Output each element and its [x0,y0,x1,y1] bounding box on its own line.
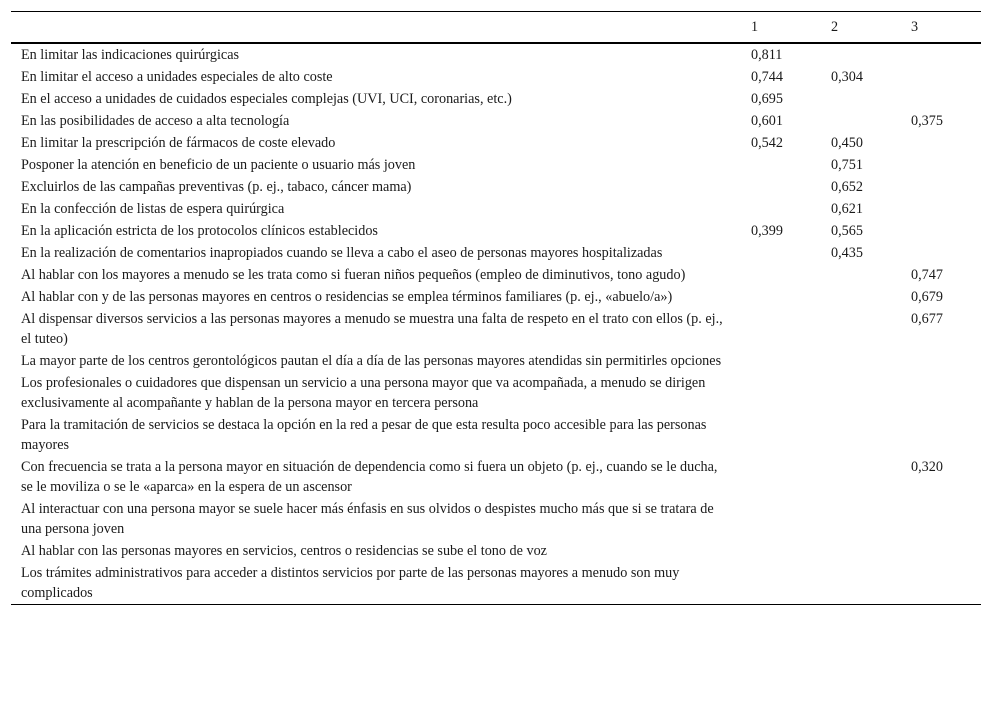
factor-3-loading [901,154,981,176]
table-row [11,286,981,308]
factor-3-loading [901,88,981,110]
factor-2-loading [821,414,901,456]
factor-3-loading: 0,747 [911,267,943,283]
factor-3-loading: 0,679 [911,289,943,305]
factor-3-loading [901,198,981,220]
table-row [11,132,981,154]
factor-1-loading [741,562,821,605]
factor-2-loading [821,110,901,132]
factor-3-loading: 0,677 [911,311,943,327]
factor-1-loading [741,456,821,498]
row-label: En la realización de comentarios inapropiados cuando se lleva a cabo el aseo de personas mayores hospitalizadas [21,245,663,261]
row-label: Excluirlos de las campañas preventivas (p. ej., tabaco, cáncer mama) [21,179,412,195]
table-row [11,176,981,198]
table-row [11,220,981,242]
row-label: Al dispensar diversos servicios a las personas mayores a menudo se muestra una falta de respeto en el trato con ellos (p. ej., el tuteo) [21,311,723,347]
factor-3-loading [901,66,981,88]
factor-1-loading [741,540,821,562]
table-row [11,43,981,66]
factor-1-loading: 0,399 [751,223,783,239]
factor-3-loading [901,242,981,264]
row-label: Al hablar con los mayores a menudo se les trata como si fueran niños pequeños (empleo de diminutivos, tono agudo) [21,267,686,283]
header-factor-3: 3 [911,19,919,35]
table-row [11,350,981,372]
table-row [11,66,981,88]
factor-3-loading [901,498,981,540]
row-label: En las posibilidades de acceso a alta tecnología [21,113,290,129]
header-factor-1: 1 [751,19,759,35]
factor-1-loading [741,372,821,414]
factor-3-loading [901,414,981,456]
header-label [11,12,741,44]
row-label: En limitar las indicaciones quirúrgicas [21,47,240,63]
table-row [11,456,981,498]
factor-2-loading [821,540,901,562]
row-label: Al hablar con las personas mayores en servicios, centros o residencias se sube el tono de voz [21,543,547,559]
table-row [11,372,981,414]
factor-1-loading: 0,811 [751,47,783,63]
factor-1-loading [741,264,821,286]
table-row [11,498,981,540]
table-row [11,88,981,110]
factor-2-loading: 0,652 [831,179,863,195]
factor-1-loading [741,154,821,176]
factor-3-loading [901,220,981,242]
factor-3-loading [901,132,981,154]
row-label: En la aplicación estricta de los protocolos clínicos establecidos [21,223,378,239]
factor-3-loading [901,350,981,372]
factor-2-loading [821,372,901,414]
factor-2-loading [821,43,901,66]
table-row [11,154,981,176]
table-row [11,110,981,132]
row-label: En limitar la prescripción de fármacos de coste elevado [21,135,336,151]
row-label: En el acceso a unidades de cuidados especiales complejas (UVI, UCI, coronarias, etc.) [21,91,512,107]
factor-1-loading [741,176,821,198]
factor-3-loading [901,372,981,414]
factor-1-loading [741,198,821,220]
row-label: Al hablar con y de las personas mayores en centros o residencias se emplea términos familiares (p. ej., «abuelo/a») [21,289,673,305]
table-row [11,562,981,605]
row-label: Los trámites administrativos para acceder a distintos servicios por parte de las personas mayores a menudo son muy complicados [21,565,680,601]
table-row [11,308,981,350]
factor-3-loading [901,176,981,198]
factor-2-loading: 0,435 [831,245,863,261]
factor-1-loading [741,242,821,264]
row-label: En la confección de listas de espera quirúrgica [21,201,285,217]
factor-2-loading [821,264,901,286]
factor-1-loading: 0,601 [751,113,783,129]
factor-2-loading [821,562,901,605]
factor-1-loading [741,308,821,350]
factor-2-loading: 0,450 [831,135,863,151]
table-row [11,264,981,286]
row-label: En limitar el acceso a unidades especiales de alto coste [21,69,333,85]
factor-1-loading: 0,744 [751,69,783,85]
factor-2-loading [821,350,901,372]
factor-2-loading [821,88,901,110]
factor-1-loading [741,414,821,456]
factor-3-loading: 0,320 [911,459,943,475]
row-label: Al interactuar con una persona mayor se suele hacer más énfasis en sus olvidos o despistes mucho más que si se tratara de una persona joven [21,501,714,537]
factor-2-loading: 0,621 [831,201,863,217]
table-row [11,414,981,456]
factor-1-loading: 0,542 [751,135,783,151]
row-label: La mayor parte de los centros gerontológicos pautan el día a día de las personas mayores atendidas sin permitirles opciones [21,353,722,369]
factor-2-loading: 0,304 [831,69,863,85]
header-factor-2: 2 [831,19,839,35]
table-row [11,198,981,220]
factor-2-loading [821,286,901,308]
factor-2-loading: 0,751 [831,157,863,173]
factor-1-loading [741,498,821,540]
factor-2-loading [821,456,901,498]
factor-loadings-table [11,11,981,605]
factor-loadings-table-container [11,11,981,605]
factor-1-loading: 0,695 [751,91,783,107]
row-label: Los profesionales o cuidadores que dispensan un servicio a una persona mayor que va acompañada, a menudo se dirigen exclusivamente al acompañante y hablan de la persona mayor en tercera persona [21,375,706,411]
row-label: Para la tramitación de servicios se destaca la opción en la red a pesar de que esta resulta poco accesible para las personas mayores [21,417,707,453]
factor-3-loading [901,562,981,605]
header-row [11,12,981,44]
factor-2-loading [821,308,901,350]
factor-2-loading [821,498,901,540]
factor-3-loading [901,43,981,66]
table-row [11,242,981,264]
factor-3-loading [901,540,981,562]
factor-3-loading: 0,375 [911,113,943,129]
row-label: Posponer la atención en beneficio de un paciente o usuario más joven [21,157,416,173]
table-row [11,540,981,562]
factor-2-loading: 0,565 [831,223,863,239]
factor-1-loading [741,286,821,308]
row-label: Con frecuencia se trata a la persona mayor en situación de dependencia como si fuera un objeto (p. ej., cuando se le ducha, se le moviliza o se le «aparca» en la espera de un ascensor [21,459,718,495]
factor-1-loading [741,350,821,372]
